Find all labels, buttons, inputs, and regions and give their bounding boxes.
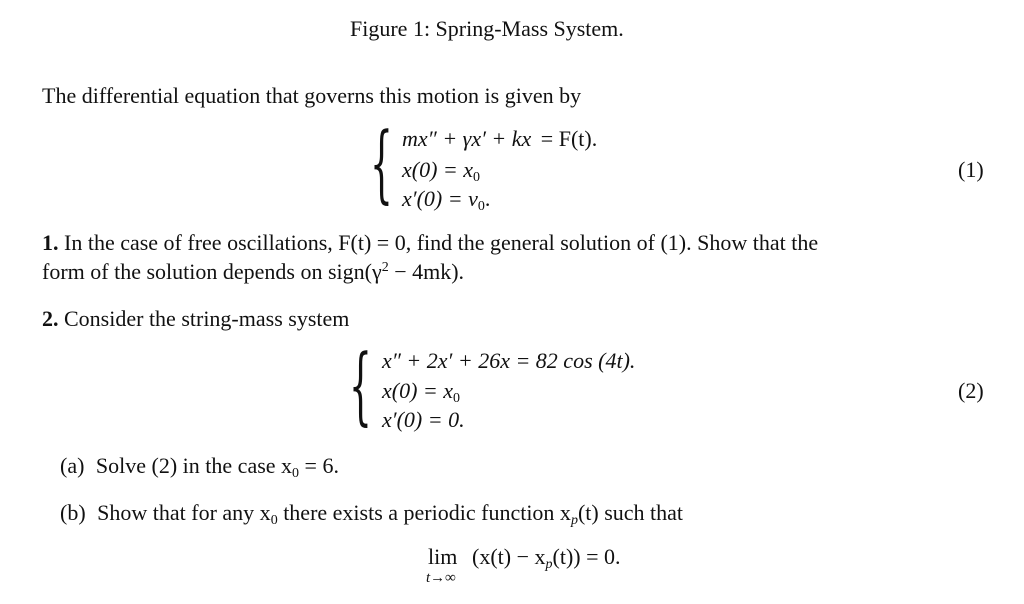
item2-line (42, 306, 349, 332)
limit-subscript: t→∞ (426, 570, 456, 586)
part-a-label: (a) (60, 453, 85, 478)
system2-line1: x″ + 2x′ + 26x = 82 cos (4t). (382, 348, 636, 373)
equation-tag-1: (1) (958, 157, 984, 182)
system1-line3: $x'(0) = v_0$. (402, 186, 491, 214)
system2-left-brace: { (349, 338, 372, 436)
item1-number: 1. (42, 230, 59, 255)
system2-line2: $x(0) = x_0$ (382, 378, 461, 406)
part-b-text: Show that for any x (97, 500, 271, 525)
part-a: (a) Solve (2) in the case $x_0 = 6$. (60, 453, 339, 481)
system1-line2: $x(0) = x_0$ (402, 157, 481, 185)
intro-paragraph (42, 83, 581, 109)
system1-left-brace: { (370, 116, 393, 214)
part-a-text: Solve (2) in the case x (95, 453, 293, 478)
item1-line1 (42, 230, 818, 256)
figure-caption (350, 16, 624, 42)
item1-text-line1: In the case of free oscillations, F(t) = 0, find the general solution of (1). Show that the (64, 230, 819, 255)
item2-text: Consider the string-mass system (64, 306, 350, 331)
part-b: (b) Show that for any $x_0$ there exists a periodic function $x_p(t)$ such that (60, 500, 684, 528)
limit-expression: $(x(t) - x_p(t)) = 0$. (472, 544, 621, 572)
figure-caption-text: Figure 1: Spring-Mass System. (350, 16, 624, 41)
system2-line3: x′(0) = 0. (382, 407, 465, 432)
item1-line2: form of the solution depends on $sign(\gamma^2 - 4mk)$. (42, 259, 465, 284)
limit-word: lim (428, 544, 458, 569)
system1-line1: mx″ + γx′ + kx = F(t). (402, 126, 598, 151)
equation-tag-2: (2) (958, 378, 984, 403)
intro-text: The differential equation that governs this motion is given by (42, 83, 582, 108)
part-b-label: (b) (60, 500, 86, 525)
item2-number: 2. (42, 306, 59, 331)
